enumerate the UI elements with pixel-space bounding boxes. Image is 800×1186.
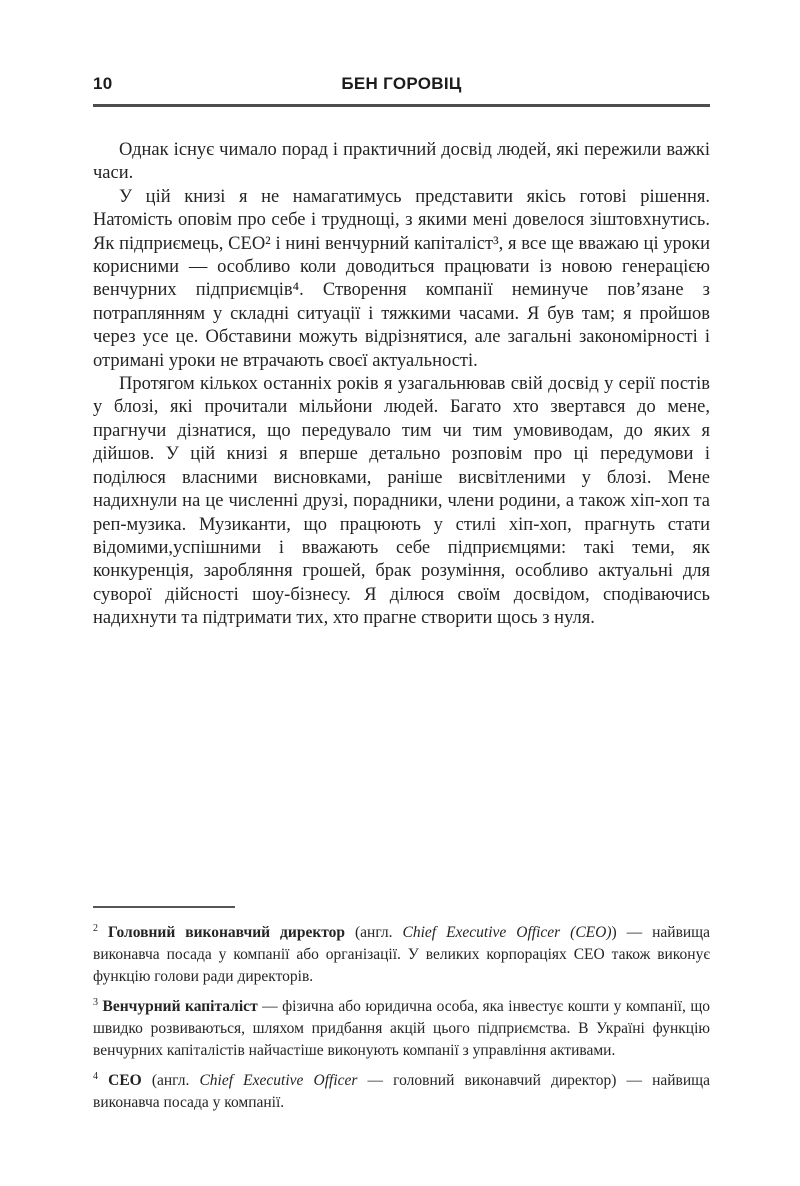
footnote-marker: 3 <box>93 996 98 1008</box>
footnote-text-segment: Головний виконавчий директор <box>107 924 346 941</box>
footnote-text-segment: CEO <box>108 1072 142 1089</box>
footnote-3 <box>93 996 710 1062</box>
footnote-4 <box>93 1070 710 1114</box>
body-text <box>93 139 710 631</box>
paragraph-3: Протягом кількох останніх років я узагальнював свій досвід у серії постів у блозі, які прочитали мільйони людей. Багато хто звертався до мене, прагнучи дізнатися, що передувало тим чи тим умовиводам, до яких я дійшов. У цій книзі я вперше детально розповім про ці передумови і поділюся власними висновками, раніше висвітленими у блозі. Мене надихнули на це численні друзі, порадники, члени родини, а також хіп-хоп та реп-музика. Музиканти, що працюють у стилі хіп-хоп, прагнуть стати відомими,успішними і вважають себе підприємцями: такі теми, як конкуренція, заробляння грошей, брак розуміння, особливо актуальні для суворої дійсності шоу-бізнесу. Я ділюся своїм досвідом, сподіваючись надихнути та підтримати тих, хто прагне створити щось з нуля. <box>93 374 710 629</box>
paragraph-2: У цій книзі я не намагатимусь представити якісь готові рішення. Натомість оповім про себе і труднощі, з якими мені довелося зіштовхнутись. Як підприємець, CEO² і нині венчурний капіталіст³, я все ще вважаю ці уроки корисними — особливо коли доводиться працювати із новою генерацією венчурних підприємців⁴. Створення компанії неминуче пов’язане з потраплянням у складні ситуації і тяжкими часами. Я був там; я пройшов через усе це. Обставини можуть відрізнятися, але загальні закономірності і отримані уроки не втрачають своєї актуальності. <box>93 186 710 371</box>
paragraph-1: Однак існує чимало порад і практичний досвід людей, які пережили важкі часи. <box>93 140 710 184</box>
footnote-text-segment: (англ. <box>141 1072 200 1089</box>
footnote-2 <box>93 922 710 988</box>
footnotes-section <box>93 906 710 1122</box>
footnote-text-segment: Венчурний капіталіст <box>102 998 258 1015</box>
footnote-marker: 4 <box>93 1070 98 1082</box>
footnote-text-segment: — головний виконавчий директор) — найвища виконавча посада у компанії. <box>93 1072 710 1111</box>
footnote-text-segment: (англ. <box>345 924 403 941</box>
footnote-marker: 2 <box>93 922 98 934</box>
footnote-text-segment: — фізична або юридична особа, яка інвестує кошти у компанії, що швидко розвиваються, шляхом придбання акцій цього підприємства. В Україні функцію венчурних капіталістів найчастіше виконують компанії з управління активами. <box>93 998 711 1059</box>
page-header <box>93 74 710 107</box>
footnote-separator <box>93 906 235 908</box>
footnote-text-segment: Chief Executive Officer (CEO) <box>402 924 612 941</box>
running-title: БЕН ГОРОВІЦ <box>341 74 462 93</box>
page-number: 10 <box>93 74 113 93</box>
footnote-text-segment: Chief Executive Officer <box>199 1072 358 1089</box>
footnotes-list <box>93 922 710 1114</box>
footnote-text-segment: ) — найвища виконавча посада у компанії або організації. У великих корпораціях CEO також виконує функцію голови ради директорів. <box>93 924 710 985</box>
